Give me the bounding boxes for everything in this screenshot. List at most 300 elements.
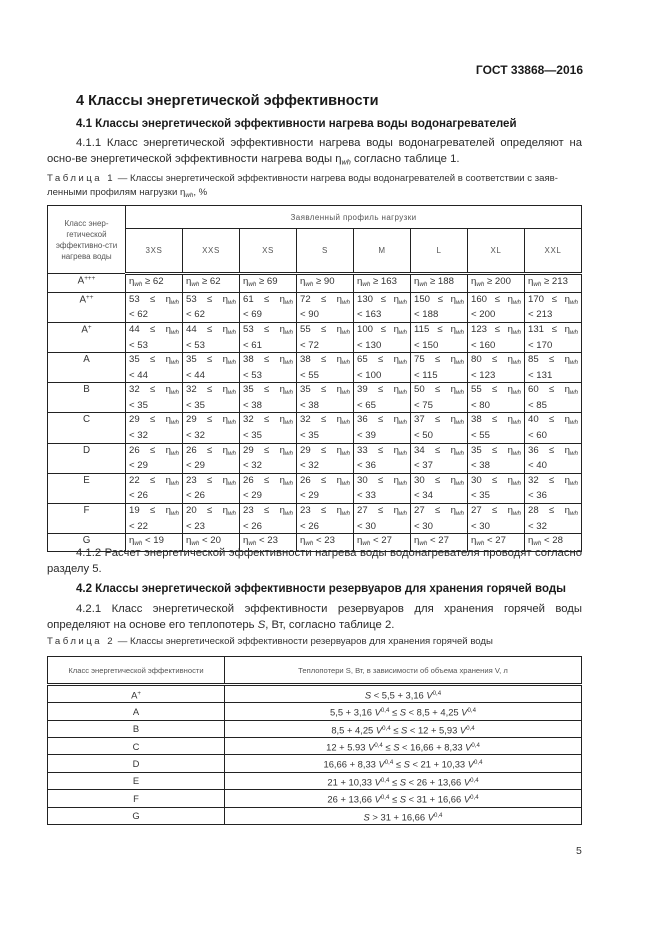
table-cell — [468, 292, 525, 322]
le-symbol: ≤ — [150, 384, 156, 396]
eta-wh-symbol: $\eta_{wh}$ — [414, 535, 428, 548]
class-superscript: + — [87, 323, 92, 331]
range-upper: < 30 — [471, 520, 490, 532]
table-cell — [468, 353, 525, 383]
range-upper: < 44 — [129, 369, 148, 381]
table-cell — [468, 443, 525, 473]
subscript: wh — [342, 389, 350, 397]
range-lower — [300, 414, 350, 430]
class-label: A+ — [48, 322, 126, 352]
range-upper: < 29 — [186, 460, 205, 472]
subscript: wh — [285, 389, 293, 397]
table-row — [48, 503, 582, 533]
paragraph-4-1-1 — [47, 135, 582, 171]
eta-wh-symbol: $\eta_{wh}$ — [564, 323, 578, 337]
heat-loss-formula: 16,66 + 8,33 V$^{0,4}$ ≤ S < 21 + 10,33 V$^{0,4}$ — [225, 755, 582, 772]
subscript: wh — [513, 359, 521, 367]
table-cell — [126, 322, 183, 352]
lower-bound: 39 — [357, 384, 368, 396]
class-label: B — [48, 383, 126, 413]
range-lower — [186, 384, 236, 400]
table-cell — [183, 322, 240, 352]
range-upper: < 26 — [186, 490, 205, 502]
eta-wh-symbol: $\eta_{wh}$ — [564, 384, 578, 397]
class-label: A+++ — [48, 274, 126, 293]
class-superscript: + — [137, 690, 141, 697]
subscript: wh — [570, 298, 578, 306]
eta-wh-symbol: $\eta_{wh}$ — [564, 293, 578, 306]
lower-bound: 36 — [357, 414, 368, 426]
range-lower — [129, 505, 179, 521]
range-lower — [186, 414, 236, 430]
subscript: wh — [513, 510, 521, 518]
table-cell — [354, 383, 411, 413]
lower-bound: 29 — [300, 444, 311, 456]
range-lower — [300, 505, 350, 521]
eta-wh-symbol: $\eta_{wh}$ — [243, 535, 257, 548]
eta-wh-symbol: $\eta_{wh}$ — [507, 384, 521, 397]
le-symbol: ≤ — [549, 474, 555, 486]
eta-wh-symbol: $\eta_{wh}$ — [222, 323, 236, 337]
eta-wh-symbol: $\eta_{wh}$ — [450, 293, 464, 306]
table-cell — [468, 413, 525, 443]
table-cell — [354, 353, 411, 383]
eta-wh-symbol: $\eta_{wh}$ — [336, 474, 350, 487]
subscript: wh — [228, 389, 236, 397]
range-lower — [357, 294, 407, 310]
paragraph-text: 4.1.1 Класс энергетической эффективности нагрева воды водонагревателей определяют на осно-ве энергетической эффективности нагрева воды η — [47, 137, 582, 165]
symbol-S: S — [399, 793, 406, 805]
table-cell — [126, 443, 183, 473]
table-cell — [183, 503, 240, 533]
le-symbol: ≤ — [207, 444, 213, 456]
range-lower — [300, 475, 350, 491]
le-symbol: ≤ — [492, 504, 498, 516]
lower-bound: 35 — [186, 354, 197, 366]
le-symbol: ≤ — [378, 474, 384, 486]
class-label: E — [48, 772, 225, 789]
lower-bound: 26 — [186, 444, 197, 456]
symbol-S: S — [403, 758, 410, 770]
table-cell — [126, 413, 183, 443]
eta-wh-symbol: $\eta_{wh}$ — [279, 323, 293, 337]
range-upper: < 150 — [414, 339, 439, 351]
lower-bound: 19 — [129, 504, 140, 516]
eta-wh-symbol: $\eta_{wh}$ — [393, 323, 407, 337]
lower-bound: 20 — [186, 504, 197, 516]
lower-bound: 32 — [300, 414, 311, 426]
exponent: 0,4 — [384, 759, 394, 767]
eta-wh-symbol: $\eta_{wh}$ — [393, 384, 407, 397]
range-upper: < 23 — [186, 520, 205, 532]
table-cell: $\eta_{wh} < 27$ — [468, 534, 525, 552]
lower-bound: 33 — [357, 444, 368, 456]
table-cell — [183, 292, 240, 322]
eta-wh-symbol: $\eta_{wh}$ — [336, 444, 350, 457]
exponent: 0,4 — [470, 794, 479, 802]
range-upper: < 160 — [471, 339, 496, 351]
subscript: wh — [342, 359, 350, 367]
page-number: 5 — [576, 845, 582, 857]
eta-wh-symbol: $\eta_{wh}$ — [222, 293, 236, 306]
lower-bound: 130 — [357, 293, 374, 305]
le-symbol: ≤ — [435, 354, 441, 366]
subscript: wh — [342, 449, 350, 457]
table-cell: $\eta_{wh} < 20$ — [183, 534, 240, 552]
range-upper: < 44 — [186, 369, 205, 381]
table-row — [48, 703, 582, 720]
lower-bound: 38 — [471, 414, 482, 426]
range-lower — [129, 384, 179, 400]
subscript: wh — [342, 329, 350, 337]
range-upper: < 62 — [186, 309, 205, 321]
table-row — [48, 383, 582, 413]
table-cell — [297, 322, 354, 352]
le-symbol: ≤ — [207, 384, 213, 396]
subscript: wh — [399, 510, 407, 518]
eta-wh-symbol: $\eta_{wh}$ — [507, 354, 521, 367]
lower-bound: 50 — [414, 384, 425, 396]
range-upper: < 29 — [129, 460, 148, 472]
range-upper: < 61 — [243, 339, 262, 351]
table-cell: $\eta_{wh} < 19$ — [126, 534, 183, 552]
range-upper: < 123 — [471, 369, 496, 381]
lower-bound: 27 — [414, 504, 425, 516]
range-upper: < 69 — [243, 309, 262, 321]
eta-wh-symbol: $\eta_{wh}$ — [279, 444, 293, 457]
subscript: wh — [228, 479, 236, 487]
header-profile-s: S — [297, 229, 354, 274]
subscript: wh — [513, 298, 521, 306]
eta-wh-symbol: $\eta_{wh}$ — [414, 276, 428, 289]
range-lower — [528, 384, 578, 400]
table-cell — [354, 413, 411, 443]
eta-wh-symbol: $\eta_{wh}$ — [393, 293, 407, 306]
eta-wh-symbol: $\eta_{wh}$ — [450, 414, 464, 427]
header-profile-xxs: XXS — [183, 229, 240, 274]
class-superscript: +++ — [84, 275, 96, 282]
le-symbol: ≤ — [264, 293, 270, 305]
header-class: Класс энер-гетической эффективно-сти нагрева воды — [48, 206, 126, 274]
le-symbol: ≤ — [492, 444, 498, 456]
subscript: wh — [419, 540, 428, 548]
range-upper: < 60 — [528, 430, 547, 442]
subscript: wh — [228, 510, 236, 518]
eta-wh-symbol: $\eta_{wh}$ — [279, 474, 293, 487]
subscript: wh — [533, 540, 542, 548]
range-lower — [186, 294, 236, 310]
subscript: wh — [285, 329, 293, 337]
range-lower — [186, 475, 236, 491]
range-lower — [471, 324, 521, 340]
range-upper: < 100 — [357, 369, 382, 381]
range-upper: < 37 — [414, 460, 433, 472]
lower-bound: 131 — [528, 323, 545, 335]
range-lower — [528, 324, 578, 340]
paragraph-text: , Вт, согласно таблице 2. — [265, 619, 395, 631]
range-upper: < 36 — [357, 460, 376, 472]
eta-wh-symbol: $\eta_{wh}$ — [165, 504, 179, 518]
subscript: wh — [171, 389, 179, 397]
subscript: wh — [171, 449, 179, 457]
lower-bound: 34 — [414, 444, 425, 456]
range-lower — [471, 354, 521, 370]
table-cell — [183, 443, 240, 473]
subscript: wh — [134, 281, 143, 289]
le-symbol: ≤ — [264, 323, 270, 335]
header-profile-xl: XL — [468, 229, 525, 274]
eta-wh-symbol: $\eta_{wh}$ — [507, 323, 521, 337]
range-lower — [300, 384, 350, 400]
range-upper: < 22 — [129, 520, 148, 532]
eta-wh-symbol: $\eta_{wh}$ — [165, 354, 179, 367]
subscript: wh — [570, 510, 578, 518]
range-upper: < 35 — [129, 399, 148, 411]
table-cell — [297, 443, 354, 473]
table-cell: $\eta_{wh} \ge 163$ — [354, 274, 411, 293]
subsection-title-4-2: 4.2 Классы энергетической эффективности резервуаров для хранения горячей воды — [76, 583, 566, 595]
range-lower — [471, 414, 521, 430]
eta-wh-symbol: $\eta_{wh}$ — [393, 414, 407, 427]
table-row — [48, 322, 582, 352]
symbol-S: S — [401, 724, 408, 736]
symbol-S: S — [257, 619, 266, 631]
range-upper: < 55 — [300, 369, 319, 381]
lower-bound: 30 — [471, 474, 482, 486]
heat-loss-formula: 12 + 5.93 V$^{0,4}$ ≤ S < 16,66 + 8,33 V$^{0,4}$ — [225, 738, 582, 755]
subscript: wh — [171, 298, 179, 306]
lower-bound: 32 — [186, 384, 197, 396]
lower-bound: 37 — [414, 414, 425, 426]
eta-wh-symbol: $\eta_{wh}$ — [129, 276, 143, 289]
eta-wh-symbol: $\eta_{wh}$ — [222, 354, 236, 367]
table-cell — [183, 413, 240, 443]
subscript: wh — [305, 540, 314, 548]
range-lower — [300, 445, 350, 461]
table-cell: $\eta_{wh} < 27$ — [354, 534, 411, 552]
range-upper: < 80 — [471, 399, 490, 411]
le-symbol: ≤ — [435, 444, 441, 456]
le-symbol: ≤ — [264, 444, 270, 456]
subscript: wh — [399, 479, 407, 487]
eta-wh-symbol: $\eta_{wh}$ — [393, 444, 407, 457]
subscript: wh — [399, 298, 407, 306]
eta-wh-symbol: $\eta_{wh}$ — [471, 535, 485, 548]
subscript: wh — [513, 419, 521, 427]
subscript: wh — [228, 329, 236, 337]
range-upper: < 35 — [186, 399, 205, 411]
le-symbol: ≤ — [264, 474, 270, 486]
table-cell: $\eta_{wh} < 28$ — [525, 534, 582, 552]
le-symbol: ≤ — [380, 293, 386, 305]
range-lower — [243, 324, 293, 340]
range-upper: < 85 — [528, 399, 547, 411]
subscript: wh — [248, 540, 257, 548]
exponent: 0,4 — [433, 811, 443, 819]
exponent: 0,4 — [471, 742, 480, 750]
table-row — [48, 790, 582, 807]
range-upper: < 65 — [357, 399, 376, 411]
table-cell — [297, 413, 354, 443]
le-symbol: ≤ — [264, 384, 270, 396]
le-symbol: ≤ — [494, 323, 500, 335]
eta-wh-symbol: $\eta_{wh}$ — [186, 276, 200, 289]
table-row — [48, 353, 582, 383]
range-lower — [414, 324, 464, 340]
subscript: wh — [570, 359, 578, 367]
lower-bound: 23 — [300, 504, 311, 516]
subscript: wh — [476, 281, 485, 289]
lower-bound: 35 — [243, 384, 254, 396]
table-cell — [468, 473, 525, 503]
subscript: wh — [171, 510, 179, 518]
lower-bound: 27 — [471, 504, 482, 516]
range-lower — [186, 445, 236, 461]
range-lower — [243, 384, 293, 400]
table-cell — [183, 473, 240, 503]
range-lower — [528, 505, 578, 521]
caption-text: — Классы энергетической эффективности резервуаров для хранения горячей воды — [115, 636, 493, 647]
range-lower — [129, 475, 179, 491]
range-upper: < 35 — [300, 430, 319, 442]
le-symbol: ≤ — [264, 414, 270, 426]
table-cell — [411, 413, 468, 443]
class-label: A — [48, 353, 126, 383]
le-symbol: ≤ — [321, 323, 327, 335]
class-label: B — [48, 720, 225, 737]
range-upper: < 55 — [471, 430, 490, 442]
range-lower — [528, 354, 578, 370]
subscript: wh — [228, 449, 236, 457]
table-cell — [297, 353, 354, 383]
eta-wh-symbol: $\eta_{wh}$ — [336, 323, 350, 337]
lower-bound: 29 — [186, 414, 197, 426]
le-symbol: ≤ — [380, 323, 386, 335]
symbol-S: S — [399, 706, 406, 718]
table-row — [48, 685, 582, 703]
table-cell — [354, 473, 411, 503]
lower-bound: 170 — [528, 293, 545, 305]
le-symbol: ≤ — [207, 293, 213, 305]
subscript: wh — [362, 281, 371, 289]
table-cell — [240, 322, 297, 352]
range-lower — [528, 475, 578, 491]
eta-wh-symbol: $\eta_{wh}$ — [564, 504, 578, 518]
lower-bound: 27 — [357, 504, 368, 516]
table-cell: $\eta_{wh} \ge 200$ — [468, 274, 525, 293]
exponent: 0,4 — [470, 776, 479, 784]
subsection-title-4-1: 4.1 Классы энергетической эффективности нагрева воды водонагревателей — [76, 118, 517, 130]
range-lower — [471, 445, 521, 461]
range-lower — [186, 505, 236, 521]
table-cell — [354, 292, 411, 322]
table-cell — [297, 503, 354, 533]
lower-bound: 53 — [129, 293, 140, 305]
range-lower — [243, 445, 293, 461]
exponent: 0,4 — [380, 776, 390, 784]
table-cell — [126, 383, 183, 413]
lower-bound: 80 — [471, 354, 482, 366]
eta-wh-symbol: $\eta_{wh}$ — [279, 504, 293, 518]
range-lower — [243, 505, 293, 521]
exponent: 0,4 — [467, 707, 476, 715]
range-upper: < 62 — [129, 309, 148, 321]
lower-bound: 28 — [528, 504, 539, 516]
table-row — [48, 443, 582, 473]
heat-loss-formula: 5,5 + 3,16 V$^{0,4}$ ≤ S < 8,5 + 4,25 V$^{0,4}$ — [225, 703, 582, 720]
subscript: wh — [228, 419, 236, 427]
lower-bound: 38 — [243, 354, 254, 366]
subscript: wh — [285, 298, 293, 306]
range-upper: < 30 — [414, 520, 433, 532]
table-efficiency-classes-storage-tanks — [47, 656, 582, 825]
heat-loss-formula: 8,5 + 4,25 V$^{0,4}$ ≤ S < 12 + 5,93 V$^{0,4}$ — [225, 720, 582, 737]
table-row — [48, 807, 582, 824]
class-superscript: ++ — [86, 293, 94, 301]
table-row — [48, 772, 582, 789]
le-symbol: ≤ — [321, 474, 327, 486]
range-lower — [414, 414, 464, 430]
range-lower — [357, 475, 407, 491]
eta-wh-symbol: $\eta_{wh}$ — [393, 504, 407, 518]
le-symbol: ≤ — [492, 474, 498, 486]
range-lower — [528, 445, 578, 461]
table-row — [48, 720, 582, 737]
eta-wh-symbol: $\eta_{wh}$ — [564, 474, 578, 487]
range-upper: < 39 — [357, 430, 376, 442]
eta-wh-symbol: $\eta_{wh}$ — [564, 354, 578, 367]
le-symbol: ≤ — [321, 293, 327, 305]
range-upper: < 38 — [471, 460, 490, 472]
table-row — [48, 473, 582, 503]
table1-caption — [47, 172, 582, 203]
range-lower — [414, 445, 464, 461]
lower-bound: 85 — [528, 354, 539, 366]
subscript: wh — [285, 449, 293, 457]
range-lower — [243, 414, 293, 430]
range-upper: < 26 — [243, 520, 262, 532]
eta-wh-symbol: $\eta_{wh}$ — [450, 474, 464, 487]
table-cell — [354, 322, 411, 352]
eta-wh-symbol: $\eta_{wh}$ — [450, 504, 464, 518]
le-symbol: ≤ — [150, 474, 156, 486]
subscript: wh — [570, 329, 578, 337]
le-symbol: ≤ — [437, 293, 443, 305]
class-label: D — [48, 755, 225, 772]
subscript: wh — [341, 157, 351, 167]
range-lower — [300, 354, 350, 370]
le-symbol: ≤ — [207, 504, 213, 516]
subscript: wh — [456, 419, 464, 427]
range-lower — [471, 475, 521, 491]
range-upper: < 170 — [528, 339, 553, 351]
range-upper: < 35 — [243, 430, 262, 442]
le-symbol: ≤ — [435, 474, 441, 486]
lower-bound: 160 — [471, 293, 488, 305]
subscript: wh — [171, 329, 179, 337]
range-lower — [357, 324, 407, 340]
heat-loss-formula: S > 31 + 16,66 V$^{0,4}$ — [225, 807, 582, 824]
eta-wh-symbol: $\eta_{wh}$ — [243, 276, 257, 289]
le-symbol: ≤ — [207, 323, 213, 335]
subscript: wh — [285, 359, 293, 367]
range-lower — [357, 354, 407, 370]
table-cell: $\eta_{wh} \ge 69$ — [240, 274, 297, 293]
lower-bound: 40 — [528, 414, 539, 426]
lower-bound: 61 — [243, 293, 254, 305]
subscript: wh — [171, 479, 179, 487]
table-cell — [411, 503, 468, 533]
